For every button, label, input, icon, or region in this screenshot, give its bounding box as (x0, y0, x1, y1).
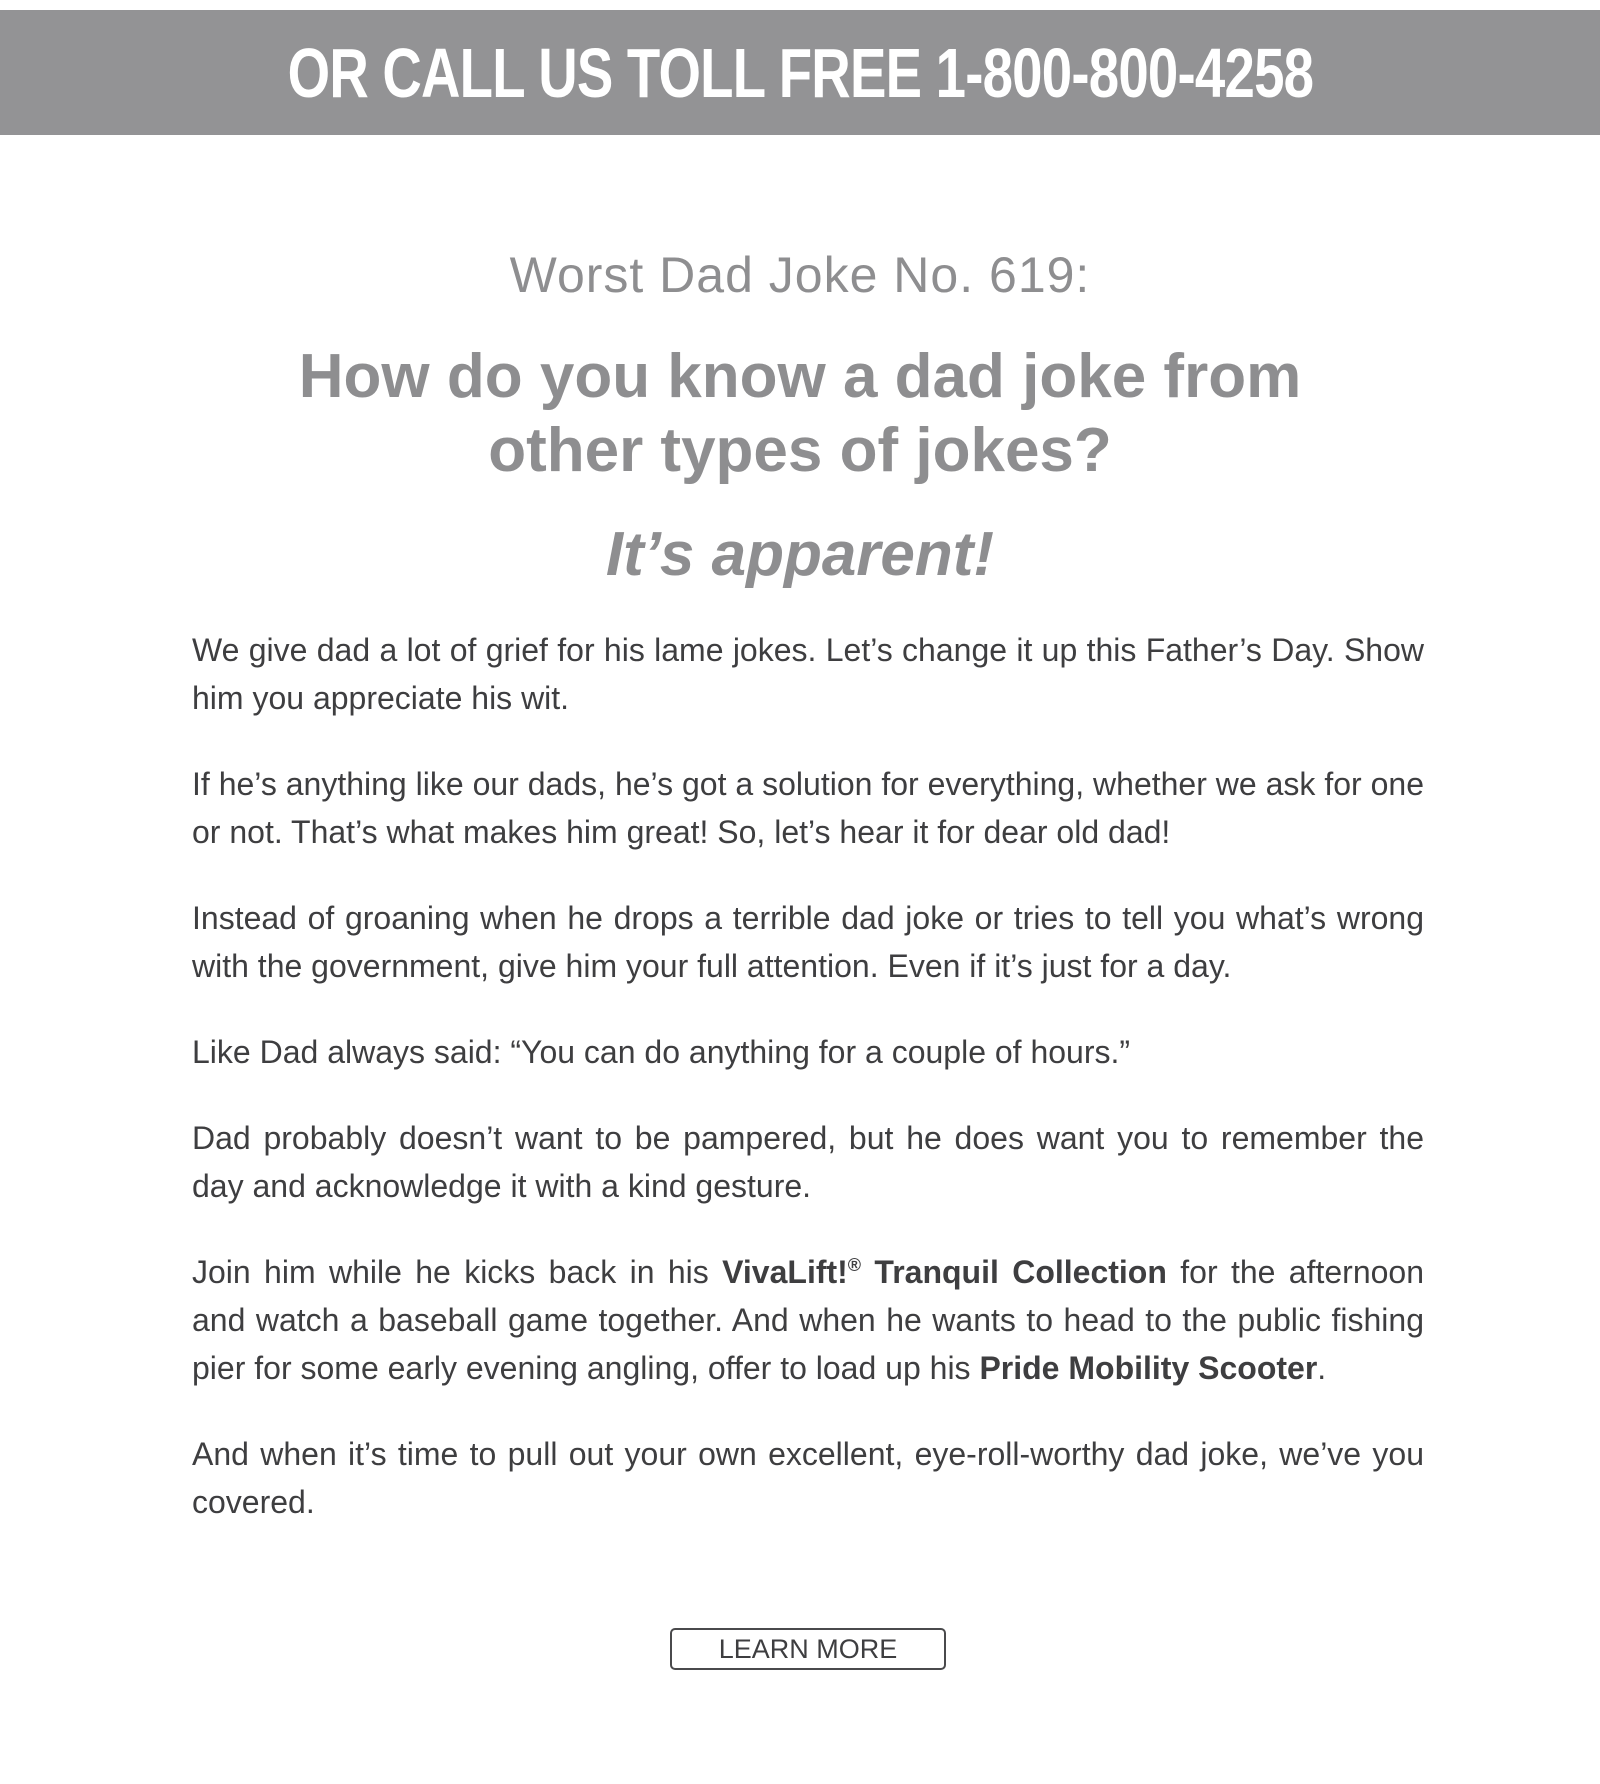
vivalift-product-name (722, 1254, 1167, 1290)
body-paragraph-4: Like Dad always said: “You can do anything for a couple of hours.” (192, 1034, 1131, 1070)
learn-more-button[interactable]: LEARN MORE (670, 1628, 946, 1670)
paragraph-6-text-b: for the afternoon and watch a baseball game together. And when he wants to head to the public fishing pier for some early evening angling, offer to load up his (192, 1254, 1425, 1386)
toll-free-banner (0, 10, 1600, 135)
joke-punchline: It’s apparent! (605, 520, 995, 589)
body-paragraph-2: If he’s anything like our dads, he’s got a solution for everything, whether we ask for one or not. That’s what makes him great! So, let’s hear it for dear old dad! (192, 766, 1424, 850)
body-paragraph-5: Dad probably doesn’t want to be pampered, but he does want you to remember the day and acknowledge it with a kind gesture. (192, 1120, 1424, 1204)
paragraph-6-text-a: Join him while he kicks back in his (192, 1254, 723, 1290)
paragraph-6-text-c: . (1317, 1350, 1327, 1386)
joke-question-line-1: How do you know a dad joke from (298, 342, 1302, 411)
vivalift-brand: VivaLift! (722, 1254, 848, 1290)
body-paragraph-1: We give dad a lot of grief for his lame jokes. Let’s change it up this Father’s Day. Show him you appreciate his wit. (192, 632, 1424, 716)
toll-free-text[interactable]: OR CALL US TOLL FREE 1-800-800-4258 (287, 33, 1313, 112)
pride-mobility-scooter-name: Pride Mobility Scooter (979, 1350, 1318, 1386)
article-body (192, 626, 1424, 1526)
tranquil-collection-name: Tranquil Collection (861, 1254, 1167, 1290)
top-strip (0, 0, 1600, 10)
body-paragraph-3: Instead of groaning when he drops a terrible dad joke or tries to tell you what’s wrong with the government, give him your full attention. Even if it’s just for a day. (192, 900, 1424, 984)
joke-question-heading (200, 340, 1400, 488)
joke-number-heading: Worst Dad Joke No. 619: (509, 247, 1091, 303)
body-paragraph-7: And when it’s time to pull out your own excellent, eye-roll-worthy dad joke, we’ve you covered. (192, 1436, 1424, 1520)
joke-question-line-2: other types of jokes? (488, 416, 1112, 485)
registered-mark: ® (847, 1255, 862, 1275)
body-paragraph-6 (192, 1248, 1424, 1392)
